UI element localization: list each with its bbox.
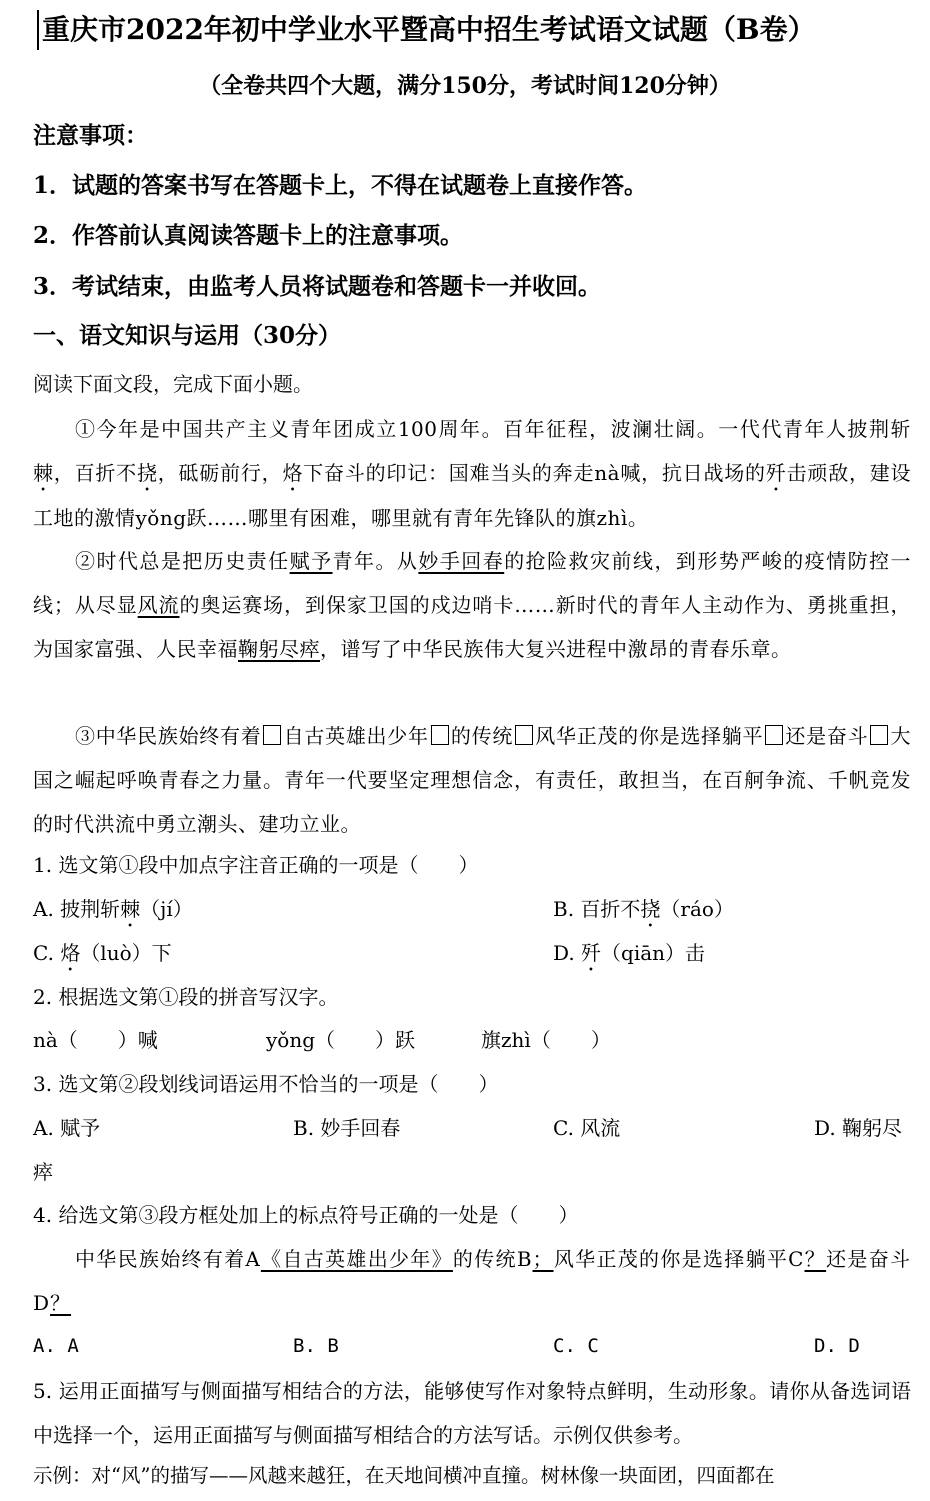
- question-1-option-b: B. 百折不挠（ráo）: [553, 897, 734, 921]
- dotted-char: 挠: [136, 461, 158, 485]
- question-2-blank-1: nà（ ）喊: [33, 1028, 158, 1052]
- question-4-option-a: A. A: [33, 1335, 79, 1357]
- question-5-stem: 5. 运用正面描写与侧面描写相结合的方法，能够使写作对象特点鲜明，生动形象。请你从备选词语中选择一个，运用正面描写与侧面描写相结合的方法写话。示例仅供参考。: [33, 1379, 911, 1447]
- blank-box: [765, 725, 783, 745]
- question-3-option-b: B. 妙手回春: [293, 1116, 401, 1140]
- dotted-char: 歼: [765, 461, 787, 485]
- question-5-example: 示例：对“风”的描写——风越来越狂，在天地间横冲直撞。树林像一块面团，四面都在: [33, 1464, 775, 1487]
- notice-item-1: 1．试题的答案书写在答题卡上，不得在试题卷上直接作答。: [33, 172, 648, 199]
- question-3-option-c: C. 风流: [553, 1116, 621, 1140]
- question-2-stem: 2. 根据选文第①段的拼音写汉字。: [33, 985, 339, 1009]
- passage-paragraph-1: ①今年是中国共产主义青年团成立100周年。百年征程，波澜壮阔。一代代青年人披荆斩棘，百折不挠，砥砺前行，烙下奋斗的印记：国难当头的奔走nà喊，抗日战场的歼击顽敌，建设工地的激情yǒng跃……哪里有困难，哪里就有青年先锋队的旗zhì。: [33, 417, 912, 530]
- passage-paragraph-3: ③中华民族始终有着 自古英雄出少年 的传统 风华正茂的你是选择躺平 还是奋斗 大国之崛起呼唤青春之力量。青年一代要坚定理想信念，有责任，敢担当，在百舸争流、千帆竞发的时代洪流中勇立潮头、建功立业。: [33, 724, 912, 836]
- question-3-stem: 3. 选文第②段划线词语运用不恰当的一项是（ ）: [33, 1072, 499, 1096]
- text-cursor: [37, 10, 39, 50]
- question-1-option-d: D. 歼（qiān）击: [553, 941, 706, 965]
- dotted-char: 烙: [282, 461, 304, 485]
- question-1-option-a: A. 披荆斩棘（jí）: [33, 897, 193, 921]
- notice-item-2: 2．作答前认真阅读答题卡上的注意事项。: [33, 222, 464, 249]
- question-1-stem: 1. 选文第①段中加点字注音正确的一项是（ ）: [33, 853, 479, 877]
- dotted-char: 棘: [33, 461, 54, 485]
- question-3-option-d: D. 鞠躬尽: [814, 1116, 903, 1140]
- question-4-option-d: D. D: [814, 1335, 860, 1357]
- question-4-option-c: C. C: [553, 1335, 599, 1357]
- underlined-word: 妙手回春: [418, 549, 505, 573]
- exam-title: 重庆市2022年初中学业水平暨高中招生考试语文试题（B卷）: [42, 13, 816, 46]
- question-3-option-d-wrap: 瘁: [33, 1160, 53, 1184]
- notice-item-3: 3．考试结束，由监考人员将试题卷和答题卡一并收回。: [33, 273, 602, 300]
- underlined-word: 风流: [137, 593, 180, 617]
- question-4-option-b: B. B: [293, 1335, 339, 1357]
- question-1-option-c: C. 烙（luò）下: [33, 941, 172, 965]
- question-2-blank-2: yǒng（ ）跃: [266, 1028, 416, 1052]
- blank-box: [431, 725, 449, 745]
- blank-box: [870, 725, 888, 745]
- blank-box: [515, 725, 533, 745]
- question-3-option-a: A. 赋予: [33, 1116, 101, 1140]
- notice-heading: 注意事项：: [33, 122, 148, 149]
- question-2-blank-3: 旗zhì（ ）: [481, 1028, 611, 1052]
- underlined-word: 鞠躬尽瘁: [238, 637, 320, 661]
- question-4-text: 中华民族始终有着A《自古英雄出少年》的传统B；风华正茂的你是选择躺平C？还是奋斗D？: [33, 1247, 912, 1315]
- section-heading: 一、语文知识与运用（30分）: [33, 322, 342, 349]
- reading-intro: 阅读下面文段，完成下面小题。: [33, 372, 313, 396]
- underlined-word: 赋予: [289, 549, 333, 573]
- blank-box: [263, 725, 281, 745]
- question-4-stem: 4. 给选文第③段方框处加上的标点符号正确的一处是（ ）: [33, 1203, 579, 1227]
- passage-paragraph-2: ②时代总是把历史责任赋予青年。从妙手回春的抢险救灾前线，到形势严峻的疫情防控一线；从尽显风流的奥运赛场，到保家卫国的戍边哨卡……新时代的青年人主动作为、勇挑重担，为国家富强、人民幸福鞠躬尽瘁，谱写了中华民族伟大复兴进程中激昂的青春乐章。: [33, 549, 912, 661]
- exam-subtitle: （全卷共四个大题，满分150分，考试时间120分钟）: [199, 73, 731, 99]
